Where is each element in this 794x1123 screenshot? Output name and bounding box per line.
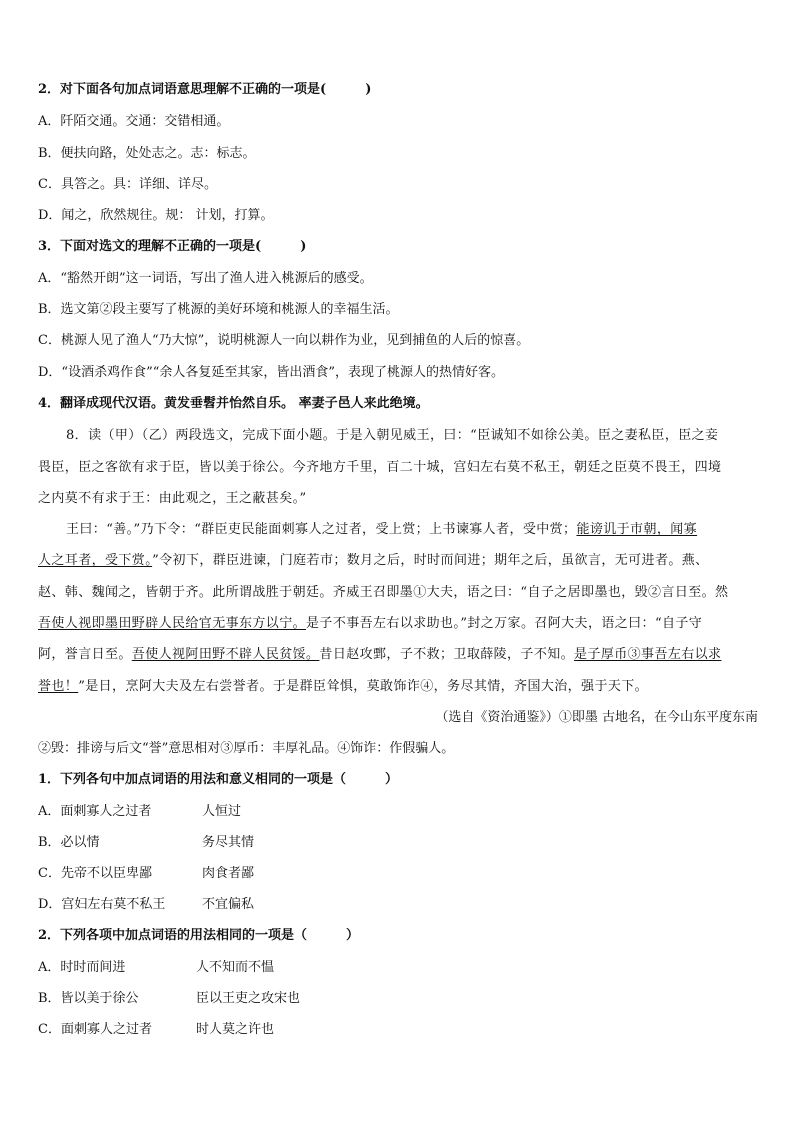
p2-option-c bbox=[38, 1022, 756, 1038]
passage-text: 昔日赵攻鄄，子不救；卫取薛陵，子不知。 bbox=[319, 647, 575, 662]
q2-option-d: D．闻之，欣然规往。规： 计划，打算。 bbox=[38, 208, 274, 223]
p2-option-b bbox=[38, 991, 756, 1007]
underlined-sentence: 吾使人视即墨田野辟人民给官无事东方以宁。 bbox=[38, 616, 307, 631]
p1-option-c bbox=[38, 866, 756, 882]
option-left: B．必以情 bbox=[38, 835, 100, 850]
passage-source: （选自《资治通鉴》）①即墨 古地名，在今山东平度东南 bbox=[435, 710, 758, 725]
underlined-sentence: 是子厚币③事吾左右以求 bbox=[574, 647, 722, 662]
option-left: A．面刺寡人之过者 bbox=[38, 804, 152, 819]
option-right: 时人莫之许也 bbox=[196, 1022, 275, 1037]
option-left: C．先帝不以臣卑鄙 bbox=[38, 866, 152, 881]
option-left: D．宫妇左右莫不私王 bbox=[38, 897, 166, 912]
q3-option-b: B．选文第②段主要写了桃源的美好环境和桃源人的幸福生活。 bbox=[38, 302, 399, 317]
option-right: 人恒过 bbox=[202, 804, 242, 819]
p1-option-d bbox=[38, 897, 756, 913]
passage-text: 是子不事吾左右以求助也。”封之万家。召阿大夫，语之曰：“自子守 bbox=[306, 616, 703, 631]
passage-line-1: 8．读（甲）（乙）两段选文，完成下面小题。于是入朝见威王，曰：“臣诚知不如徐公美。臣之妻私臣，臣之妾 bbox=[66, 428, 719, 443]
passage-text: ”令初下，群臣进谏，门庭若市；数月之后，时时而间进；期年之后，虽欲言，无可进者。燕、 bbox=[152, 553, 709, 568]
q3-stem: 3．下面对选文的理解不正确的一项是( ) bbox=[38, 239, 307, 254]
underlined-sentence: 誉也！ bbox=[38, 679, 79, 694]
q4-stem: 4．翻译成现代汉语。黄发垂髫并怡然自乐。 率妻子邑人来此绝境。 bbox=[38, 396, 429, 411]
option-left: A．时时而间进 bbox=[38, 960, 126, 975]
underlined-sentence: 人之耳者，受下赏。 bbox=[38, 553, 153, 568]
option-right: 臣以王吏之攻宋也 bbox=[196, 991, 301, 1006]
passage-line-2: 畏臣，臣之客欲有求于臣，皆以美于徐公。今齐地方千里，百二十城，宫妇左右莫不私王，朝廷之臣莫不畏王，四境 bbox=[38, 460, 722, 475]
q2-stem: 2．对下面各句加点词语意思理解不正确的一项是( ) bbox=[38, 82, 372, 97]
passage-notes: ②毁：排谤与后文“誉”意思相对③厚币：丰厚礼品。④饰诈：作假骗人。 bbox=[38, 741, 455, 756]
passage-line-5 bbox=[38, 553, 756, 569]
q3-option-a: A．“豁然开朗”这一词语，写出了渔人进入桃源后的感受。 bbox=[38, 271, 373, 286]
p1-option-a bbox=[38, 804, 756, 820]
q2-option-c: C．具答之。具：详细、详尽。 bbox=[38, 177, 217, 192]
passage-line-6: 赵、韩、魏闻之，皆朝于齐。此所谓战胜于朝廷。齐威王召即墨①大夫，语之曰：“自子之居即墨也，毁②言日至。然 bbox=[38, 585, 729, 600]
p2-stem: 2．下列各项中加点词语的用法相同的一项是（ ） bbox=[38, 928, 360, 943]
option-right: 不宜偏私 bbox=[202, 897, 255, 912]
passage-line-8 bbox=[38, 647, 756, 663]
underlined-sentence: 能谤讥于市朝，闻寡 bbox=[576, 522, 698, 537]
passage-text: 阿，誉言日至。 bbox=[38, 647, 132, 662]
option-right: 务尽其情 bbox=[202, 835, 255, 850]
q2-option-a: A．阡陌交通。交通：交错相通。 bbox=[38, 114, 230, 129]
p1-stem: 1．下列各句中加点词语的用法和意义相同的一项是（ ） bbox=[38, 772, 399, 787]
passage-line-4 bbox=[66, 522, 756, 538]
passage-line-3: 之内莫不有求于王：由此观之，王之蔽甚矣。” bbox=[38, 491, 307, 506]
option-left: B．皆以美于徐公 bbox=[38, 991, 139, 1006]
passage-line-7 bbox=[38, 616, 756, 632]
option-right: 肉食者鄙 bbox=[202, 866, 255, 881]
q3-option-c: C．桃源人见了渔人“乃大惊”，说明桃源人一向以耕作为业，见到捕鱼的人后的惊喜。 bbox=[38, 333, 530, 348]
option-right: 人不知而不愠 bbox=[196, 960, 275, 975]
q3-option-d: D．“设酒杀鸡作食”“余人各复延至其家，皆出酒食”，表现了桃源人的热情好客。 bbox=[38, 365, 505, 380]
passage-line-9 bbox=[38, 679, 756, 695]
underlined-sentence: 吾使人视阿田野不辟人民贫馁。 bbox=[131, 647, 320, 662]
option-left: C．面刺寡人之过者 bbox=[38, 1022, 152, 1037]
q2-option-b: B．便扶向路，处处志之。志：标志。 bbox=[38, 146, 256, 161]
p1-option-b bbox=[38, 835, 756, 851]
passage-text: ”是日，烹阿大夫及左右尝誉者。于是群臣耸惧，莫敢饰诈④，务尽其情，齐国大治，强于天下。 bbox=[78, 679, 649, 694]
p2-option-a bbox=[38, 960, 756, 976]
passage-text: 王曰：“善。”乃下令：“群臣吏民能面刺寡人之过者，受上赏；上书谏寡人者，受中赏； bbox=[66, 522, 577, 537]
